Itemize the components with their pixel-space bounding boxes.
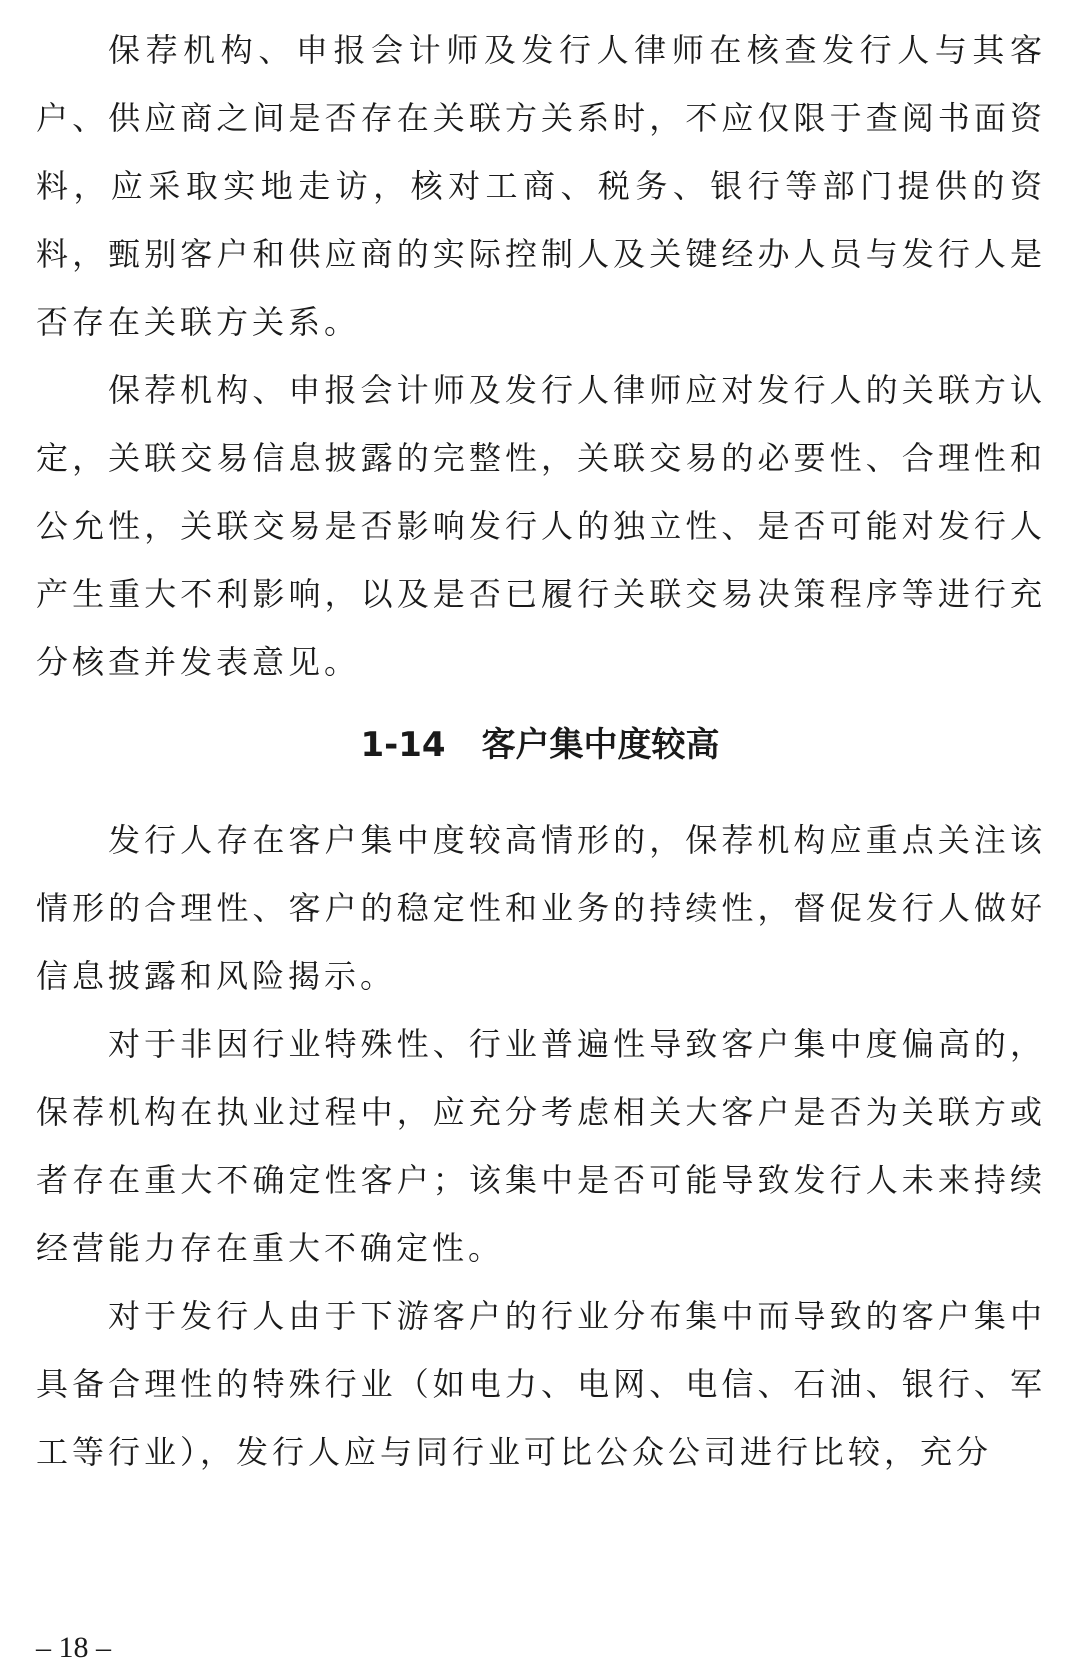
paragraph-customer-concentration: 发行人存在客户集中度较高情形的，保荐机构应重点关注该情形的合理性、客户的稳定性和业务的持续性，督促发行人做好信息披露和风险揭示。 [36, 821, 1046, 995]
paragraph-non-industry-concentration: 对于非因行业特殊性、行业普遍性导致客户集中度偏高的，保荐机构在执业过程中，应充分考虑相关大客户是否为关联方或者存在重大不确定性客户；该集中是否可能导致发行人未来持续经营能力存在重大不确定性。 [36, 1025, 1046, 1267]
paragraph-special-industry: 对于发行人由于下游客户的行业分布集中而导致的客户集中具备合理性的特殊行业（如电力、电网、电信、石油、银行、军工等行业），发行人应与同行业可比公众公司进行比较，充分 [36, 1297, 1046, 1471]
page-number: – 18 – [36, 1631, 111, 1664]
section-title: 客户集中度较高 [481, 725, 720, 765]
section-heading [0, 720, 1080, 770]
paragraph-related-party-opinion: 保荐机构、申报会计师及发行人律师应对发行人的关联方认定，关联交易信息披露的完整性，关联交易的必要性、合理性和公允性，关联交易是否影响发行人的独立性、是否可能对发行人产生重大不利影响，以及是否已履行关联交易决策程序等进行充分核查并发表意见。 [36, 371, 1046, 681]
paragraph-related-party-verification: 保荐机构、申报会计师及发行人律师在核查发行人与其客户、供应商之间是否存在关联方关系时，不应仅限于查阅书面资料，应采取实地走访，核对工商、税务、银行等部门提供的资料，甄别客户和供应商的实际控制人及关键经办人员与发行人是否存在关联方关系。 [36, 31, 1046, 341]
section-number: 1-14 [360, 725, 446, 765]
